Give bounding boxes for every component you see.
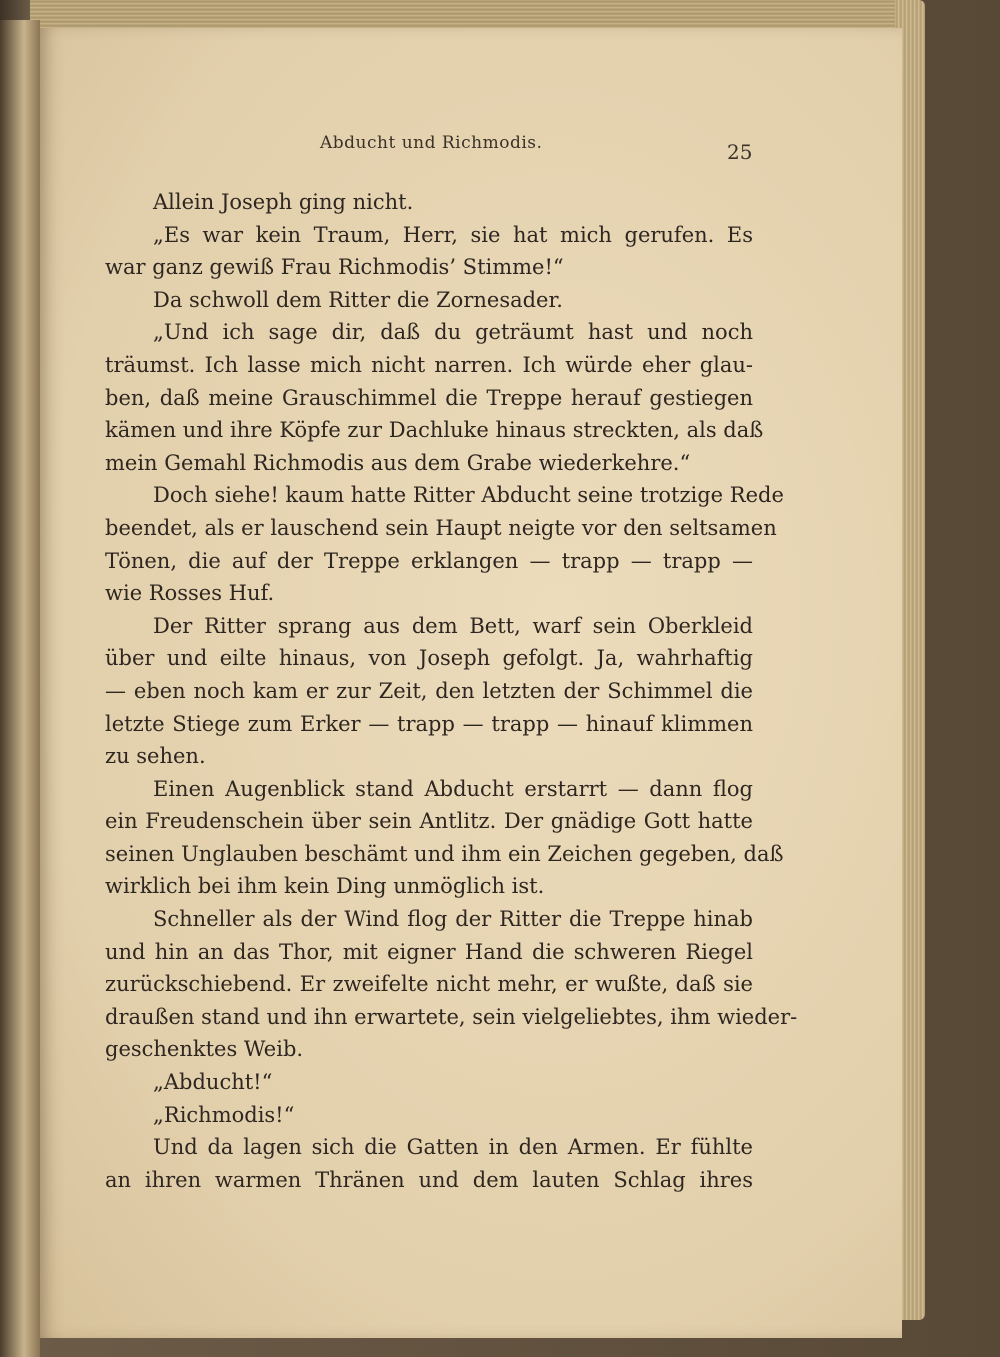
text-line: wirklich bei ihm kein Ding unmöglich ist.	[105, 874, 545, 899]
text-line: beendet, als er lauschend sein Haupt neigte vor den seltsamen	[105, 515, 777, 540]
text-line: Doch siehe! kaum hatte Ritter Abducht seine trotzige Rede	[153, 483, 784, 508]
text-line: Allein Joseph ging nicht.	[153, 190, 414, 214]
text-line: mein Gemahl Richmodis aus dem Grabe wiederkehre.“	[105, 450, 691, 475]
text-line: Da schwoll dem Ritter die Zornesader.	[153, 287, 563, 312]
text-line: „Abducht!“	[153, 1070, 273, 1095]
text-line: ben, daß meine Grauschimmel die Treppe herauf gestiegen	[105, 385, 753, 410]
book-top-edge	[30, 0, 910, 30]
text-line: Schneller als der Wind flog der Ritter die Treppe hinab	[153, 907, 753, 932]
text-line: kämen und ihre Köpfe zur Dachluke hinaus streckten, als daß	[105, 418, 764, 443]
text-line: draußen stand und ihn erwartete, sein vielgeliebtes, ihm wieder-	[105, 1004, 798, 1029]
text-line: seinen Unglauben beschämt und ihm ein Zeichen gegeben, daß	[105, 841, 784, 866]
body-text	[105, 186, 798, 1196]
text-line: geschenktes Weib.	[105, 1037, 304, 1062]
text-line: über und eilte hinaus, von Joseph gefolgt. Ja, wahrhaftig	[105, 646, 753, 671]
text-line: zurückschiebend. Er zweifelte nicht mehr, er wußte, daß sie	[105, 972, 753, 997]
text-line: „Es war kein Traum, Herr, sie hat mich gerufen. Es	[153, 222, 753, 247]
left-page-strip	[0, 20, 40, 1357]
text-line: zu sehen.	[105, 744, 206, 769]
text-line: an ihren warmen Thränen und dem lauten Schlag ihres	[105, 1167, 753, 1192]
page-number: 25	[727, 140, 753, 164]
text-line: war ganz gewiß Frau Richmodis’ Stimme!“	[105, 255, 564, 280]
text-line: ein Freudenschein über sein Antlitz. Der gnädige Gott hatte	[105, 809, 753, 834]
text-line: träumst. Ich lasse mich nicht narren. Ich würde eher glau-	[105, 352, 753, 377]
text-line: und hin an das Thor, mit eigner Hand die schweren Riegel	[105, 939, 753, 964]
text-line: wie Rosses Huf.	[105, 581, 275, 606]
text-line: Der Ritter sprang aus dem Bett, warf sein Oberkleid	[153, 613, 753, 638]
text-line: „Und ich sage dir, daß du geträumt hast und noch	[153, 320, 753, 345]
text-line: letzte Stiege zum Erker — trapp — trapp — hinauf klimmen	[105, 711, 753, 736]
text-line: Tönen, die auf der Treppe erklangen — trapp — trapp —	[105, 548, 753, 573]
running-head: Abducht und Richmodis.	[320, 133, 543, 153]
text-line: — eben noch kam er zur Zeit, den letzten der Schimmel die	[105, 678, 753, 703]
text-line: „Richmodis!“	[153, 1102, 295, 1127]
text-line: Einen Augenblick stand Abducht erstarrt — dann flog	[153, 776, 753, 801]
text-line: Und da lagen sich die Gatten in den Armen. Er fühlte	[153, 1135, 753, 1160]
